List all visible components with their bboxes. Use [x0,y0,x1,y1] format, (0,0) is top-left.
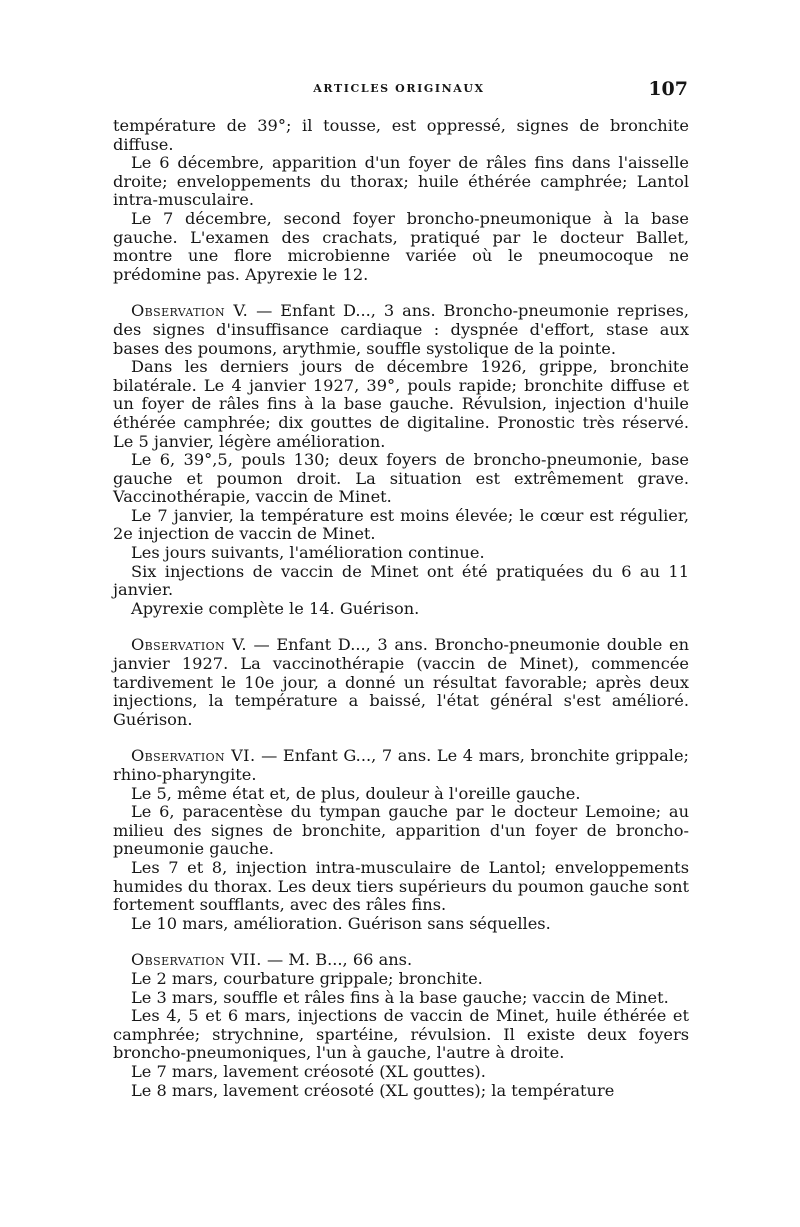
observation-heading [113,636,689,729]
paragraph: Les jours suivants, l'amélioration continue. [131,543,485,563]
paragraph: Le 3 mars, souffle et râles fins à la base gauche; vaccin de Minet. [131,987,669,1007]
observation-label: Observation V. [131,301,249,321]
observation-text: — Enfant G..., 7 ans. Le 4 mars, bronchite grippale; rhino-pharyngite. [113,746,689,784]
observation-label: Observation VI. [131,746,256,766]
paragraph: Le 6, paracentèse du tympan gauche par le docteur Lemoine; au milieu des signes de bronchite, apparition d'un foyer de broncho-pneumonie gauche. [113,802,689,859]
paragraph: Le 7 janvier, la température est moins élevée; le cœur est régulier, 2e injection de vaccin de Minet. [113,505,689,544]
running-header [110,78,688,100]
paragraph: température de 39°; il tousse, est oppressé, signes de bronchite diffuse. [113,116,689,154]
paragraph: Le 5, même état et, de plus, douleur à l'oreille gauche. [131,783,581,803]
paragraph: Le 7 mars, lavement créosoté (XL gouttes). [131,1061,486,1081]
paragraph: Le 6, 39°,5, pouls 130; deux foyers de broncho-pneumonie, base gauche et poumon droit. La situation est extrêmement grave. Vaccinothérapie, vaccin de Minet. [113,450,689,507]
paragraph: Six injections de vaccin de Minet ont été pratiquées du 6 au 11 janvier. [113,561,689,600]
paragraph: Dans les derniers jours de décembre 1926, grippe, bronchite bilatérale. Le 4 janvier 1927, 39°, pouls rapide; bronchite diffuse et un foyer de râles fins à la base gauche. Révulsion, injection d'huile éthérée camphrée; dix gouttes de digitaline. Pronostic très réservé. Le 5 janvier, légère amélioration. [113,357,689,451]
observation-label: Observation VII. [131,950,262,970]
observation-heading [113,302,689,358]
running-title: ARTICLES ORIGINAUX [313,82,485,95]
paragraph: Le 2 mars, courbature grippale; bronchite. [131,968,483,988]
page-number: 107 [648,78,688,100]
paragraph: Le 6 décembre, apparition d'un foyer de râles fins dans l'aisselle droite; enveloppements du thorax; huile éthérée camphrée; Lantol intra-musculaire. [113,153,689,210]
observation-text: — Enfant D..., 3 ans. Broncho-pneumonie double en janvier 1927. La vaccinothérapie (vaccin de Minet), commencée tardivement le 10e jour, a donné un résultat favorable; après deux injections, la température a baissé, l'état général s'est amélioré. Guérison. [113,635,690,729]
paragraph: Apyrexie complète le 14. Guérison. [131,598,420,618]
paragraph: Le 8 mars, lavement créosoté (XL gouttes); la température [131,1080,615,1100]
observation-heading [113,951,689,970]
observation-label: Observation V. [131,635,247,655]
paragraph: Le 7 décembre, second foyer broncho-pneumonique à la base gauche. L'examen des crachats, pratiqué par le docteur Ballet, montre une flore microbienne variée où le pneumocoque ne prédomine pas. Apyrexie le 12. [113,208,689,284]
observation-heading [113,747,689,784]
paragraph: Le 10 mars, amélioration. Guérison sans séquelles. [131,913,551,933]
observation-text: — M. B..., 66 ans. [261,950,413,970]
paragraph: Les 4, 5 et 6 mars, injections de vaccin de Minet, huile éthérée et camphrée; strychnine, spartéine, révulsion. Il existe deux foyers broncho-pneumoniques, l'un à gauche, l'autre à droite. [113,1006,689,1063]
observation-text: — Enfant D..., 3 ans. Broncho-pneumonie reprises, des signes d'insuffisance cardiaque : dyspnée d'effort, stase aux bases des poumons, arythmie, souffle systolique de la pointe. [113,301,689,358]
paragraph: Les 7 et 8, injection intra-musculaire de Lantol; enveloppements humides du thorax. Les deux tiers supérieurs du poumon gauche sont fortement soufflants, avec des râles fins. [113,857,689,915]
body-text [113,117,689,1100]
